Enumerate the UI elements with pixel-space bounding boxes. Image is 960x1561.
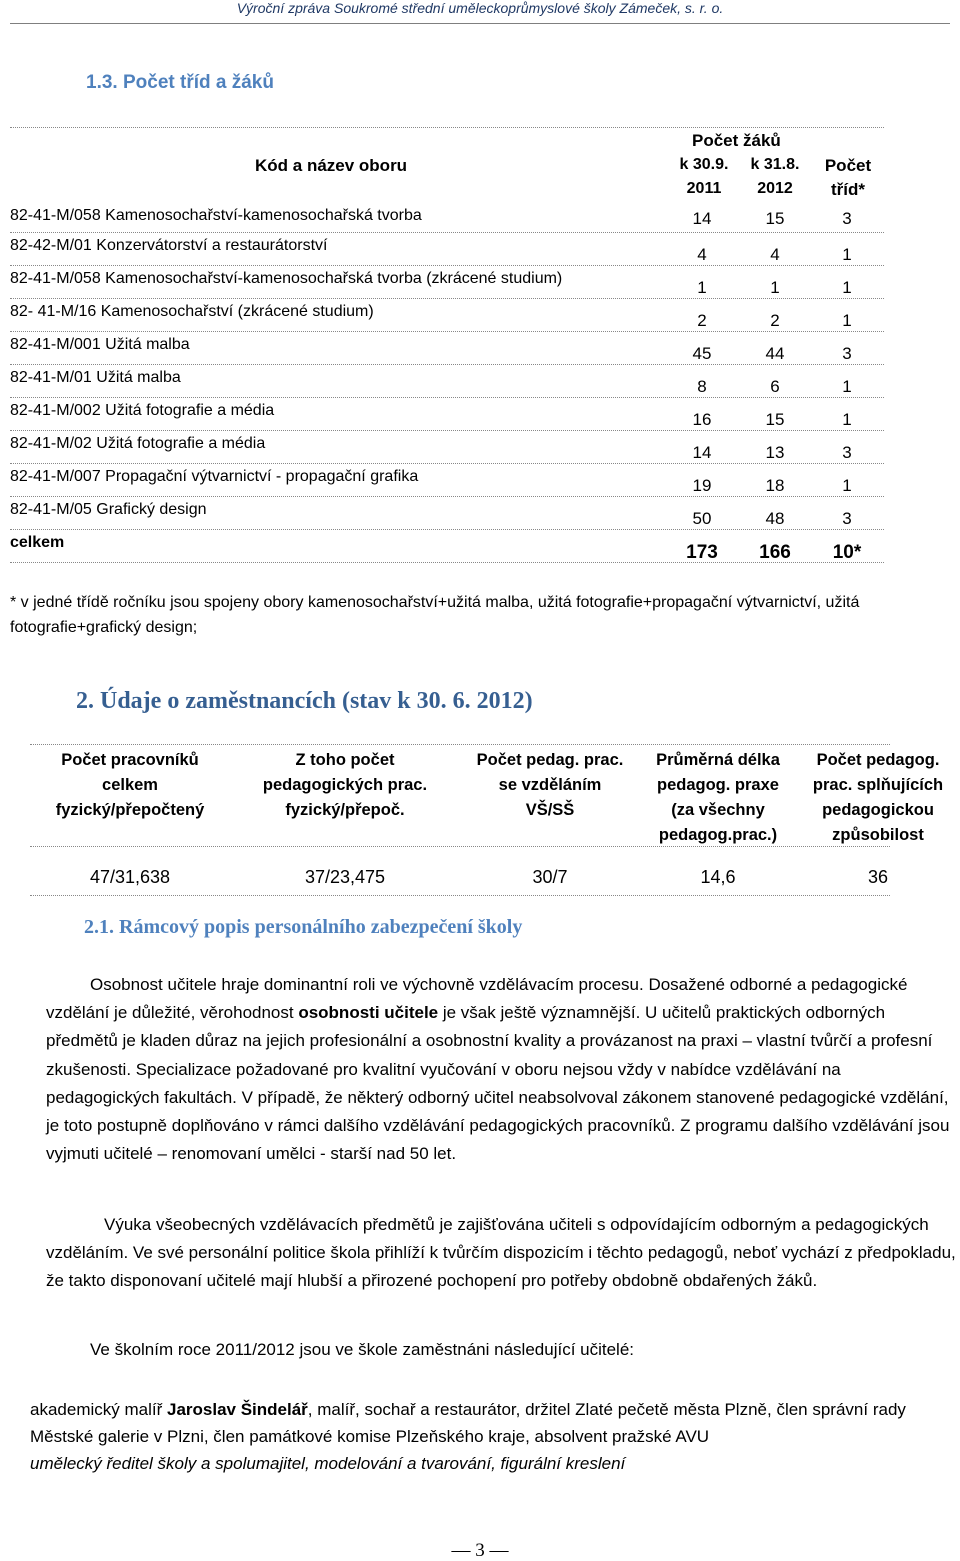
header-line: se vzděláním [498,776,602,794]
heading-2-1: 2.1. Rámcový popis personálního zabezpečení školy [84,916,523,938]
col-classes-line1: Počet [824,156,872,175]
table-row [10,299,884,332]
header-line: VŠ/SŠ [525,801,575,819]
value-employees-total: 47/31,638 [89,867,171,887]
row-count-2012: 15 [765,209,785,228]
table-row [10,464,884,497]
classes-table-body [10,203,884,563]
row-classes: 3 [842,344,852,363]
row-classes: 1 [842,311,852,330]
row-classes: 1 [842,245,852,264]
teacher-role: umělecký ředitel školy a spolumajitel, modelování a tvarování, figurální kreslení [30,1454,626,1473]
row-name: 82-41-M/001 Užitá malba [10,336,190,353]
page-number-value: 3 [475,1540,485,1561]
heading-2: 2. Údaje o zaměstnancích (stav k 30. 6. 2012) [76,688,533,714]
row-classes: 1 [842,377,852,396]
row-name: 82-42-M/01 Konzervátorství a restaurátorství [10,237,328,254]
row-count-2012: 15 [765,410,785,429]
row-count-2011: 50 [692,509,712,528]
table-row [10,398,884,431]
col-date2-line1: k 31.8. [750,156,800,173]
row-name: 82-41-M/01 Užitá malba [10,369,181,386]
page-number-dash: — [451,1540,476,1561]
row-count-2011: 19 [692,476,712,495]
row-name: 82-41-M/002 Užitá fotografie a média [10,402,275,419]
header-line: Počet pracovníků [61,751,199,769]
header-line: fyzický/přepočtený [55,801,205,819]
row-name: 82- 41-M/16 Kamenosochařství (zkrácené studium) [10,303,374,320]
header-line: Průměrná délka [656,751,780,769]
row-classes: 3 [842,509,852,528]
page-number [0,1540,960,1561]
table2-top-rule [30,744,890,745]
row-count-2011: 2 [697,311,707,330]
table2-header-rule [30,846,890,847]
table-row [10,233,884,266]
paragraph-general-subjects [46,1211,956,1296]
table-row [10,497,884,530]
header-line: pedagog.prac.) [658,826,778,844]
header-line: (za všechny [671,801,765,819]
value-pedagogical-staff: 37/23,475 [304,867,386,887]
running-header [0,0,960,22]
header-line: pedagogických prac. [262,776,428,794]
row-count-2012: 13 [765,443,785,462]
header-line: pedagog. praxe [657,776,779,794]
row-count-2012: 1 [770,278,780,297]
paragraph-teacher-personality [46,971,956,1168]
teacher-entry [30,1396,950,1477]
total-classes: 10* [832,542,862,563]
value-education: 30/7 [532,867,568,887]
header-line: celkem [102,776,158,794]
row-name: 82-41-M/058 Kamenosochařství-kamenosochařská tvorba (zkrácené studium) [10,270,563,287]
total-count-2012: 166 [759,542,791,563]
paragraph-text: Výuka všeobecných vzdělávacích předmětů je zajišťována učiteli s odpovídajícím odborným a pedagogických vzděláním. Ve své personální politice škola přihlíží k tvůrčím dispozicím i těchto pedagogů, neboť vychází z předpokladu, že takto disponovaní učitelé mají hlubší a přirozené pochopení pro potřeby obdobně obdařených žáků. [46,1215,956,1291]
col-classes-line2: tříd* [831,180,865,199]
table-row [10,332,884,365]
row-name: 82-41-M/058 Kamenosochařství-kamenosochařská tvorba [10,207,422,224]
row-name: 82-41-M/05 Grafický design [10,501,207,518]
col-qualified [798,748,958,848]
total-label: celkem [10,534,65,551]
row-count-2012: 4 [770,245,780,264]
header-rule [10,23,950,24]
row-count-2011: 14 [692,209,712,228]
row-count-2011: 45 [692,344,712,363]
row-classes: 3 [842,209,852,228]
paragraph-teachers-intro: Ve školním roce 2011/2012 jsou ve škole zaměstnáni následující učitelé: [90,1340,634,1359]
total-count-2011: 173 [686,542,718,563]
row-name: 82-41-M/007 Propagační výtvarnictví - propagační grafika [10,468,419,485]
col-pedagogical-staff [245,748,445,823]
row-count-2012: 6 [770,377,780,396]
header-line: způsobilost [832,826,924,844]
row-classes: 1 [842,410,852,429]
header-line: fyzický/přepoč. [285,801,405,819]
row-count-2011: 8 [697,377,707,396]
table-row [10,266,884,299]
row-classes: 1 [842,476,852,495]
page-number-dash: — [484,1540,509,1561]
col-avg-practice [638,748,798,848]
heading-1-3: 1.3. Počet tříd a žáků [86,72,274,93]
row-count-2011: 14 [692,443,712,462]
row-count-2011: 4 [697,245,707,264]
header-line: Z toho počet [295,751,395,769]
col-students-header: Počet žáků [692,131,781,150]
table-row [10,431,884,464]
value-qualified: 36 [867,867,889,887]
table-footnote: * v jedné třídě ročníku jsou spojeny obory kamenosochařství+užitá malba, užitá fotografie+propagační výtvarnictví, užitá fotografie+grafický design; [10,594,860,636]
col-date2-line2: 2012 [757,180,793,197]
row-name: 82-41-M/02 Užitá fotografie a média [10,435,266,452]
teacher-title: akademický malíř [30,1400,167,1419]
table-row [10,203,884,233]
table2-bottom-rule [30,895,890,896]
row-count-2011: 16 [692,410,712,429]
table-total-row [10,530,884,563]
bold-phrase: osobnosti učitele [298,1003,439,1023]
col-date1-line1: k 30.9. [679,156,729,173]
row-classes: 3 [842,443,852,462]
running-title: Výroční zpráva Soukromé střední uměleckoprůmyslové školy Zámeček, s. r. o. [236,0,724,16]
table-row [10,365,884,398]
col-code-header: Kód a název oboru [255,156,408,175]
row-count-2012: 44 [765,344,785,363]
row-classes: 1 [842,278,852,297]
paragraph-text: je však ještě významnější. U učitelů praktických odborných předmětů je kladen důraz na jejich profesionální a osobnostní kvality a provázanost na praxi – vlastní tvůrčí a profesní zkušenosti. Specializace požadované pro kvalitní vyučování v oboru nejsou vždy v nabídce vzdělávání na pedagogických fakultách. V případě, že některý odborný učitel neabsolvoval zákonem stanovené pedagogické vzdělání, je toto postupně doplňováno v rámci dalšího vzdělávání pedagogických pracovníků. Z programu dalšího vzdělávání jsou vyjmuti učitelé – renomovaní umělci - starší nad 50 let. [46,1003,950,1164]
table1-head [10,128,884,203]
header-line: Počet pedagog. [816,751,940,769]
header-line: pedagogickou [822,801,934,819]
row-count-2012: 2 [770,311,780,330]
teacher-description: , malíř, sochař a restaurátor, držitel Zlaté pečetě města Plzně, člen správní rady Městské galerie v Plzni, člen památkové komise Plzeňského kraje, absolvent pražské AVU [30,1400,906,1446]
col-date1-line2: 2011 [686,180,722,197]
teacher-name: Jaroslav Šindelář [166,1400,308,1419]
row-count-2012: 18 [765,476,785,495]
header-line: Počet pedag. prac. [476,751,624,769]
value-avg-practice: 14,6 [700,867,736,887]
row-count-2012: 48 [765,509,785,528]
row-count-2011: 1 [697,278,707,297]
col-employees-total [30,748,230,823]
header-line: prac. splňujících [812,776,944,794]
paragraph-text: Osobnost učitele hraje dominantní roli ve výchovně vzdělávacím procesu. Dosažené odborné a pedagogické vzdělání je důležité, věrohodnost [46,975,908,1023]
col-education [460,748,640,823]
